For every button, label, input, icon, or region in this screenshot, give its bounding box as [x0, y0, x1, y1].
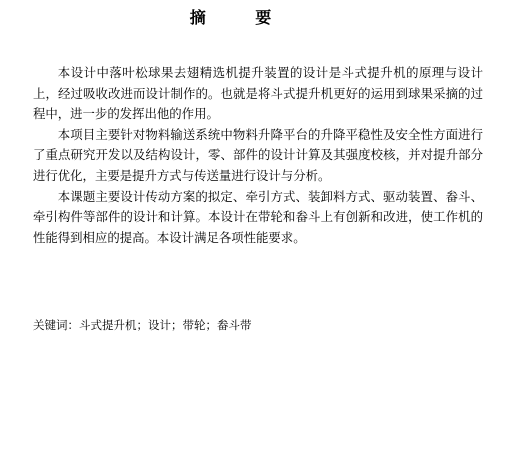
abstract-paragraph-1: 本设计中落叶松球果去翅精选机提升装置的设计是斗式提升机的原理与设计上，经过吸收改进而设计制作的。也就是将斗式提升机更好的运用到球果采摘的过程中，进一步的发挥出他的作用。 [33, 65, 483, 122]
abstract-paragraph-2: 本项目主要针对物料输送系统中物料升降平台的升降平稳性及安全性方面进行了重点研究开发以及结构设计，零、部件的设计计算及其强度校核，并对提升部分进行优化，主要是提升方式与传送量进行设计与分析。 [33, 126, 483, 183]
keywords-line: 关键词：斗式提升机；设计；带轮；畚斗带 [33, 318, 252, 332]
abstract-paragraph-3: 本课题主要设计传动方案的拟定、牵引方式、装卸料方式、驱动装置、畚斗、牵引构件等部件的设计和计算。本设计在带轮和畚斗上有创新和改进，使工作机的性能得到相应的提高。本设计满足各项性能要求。 [33, 188, 483, 245]
abstract-body [33, 63, 483, 248]
abstract-title: 摘 要 [189, 8, 294, 27]
